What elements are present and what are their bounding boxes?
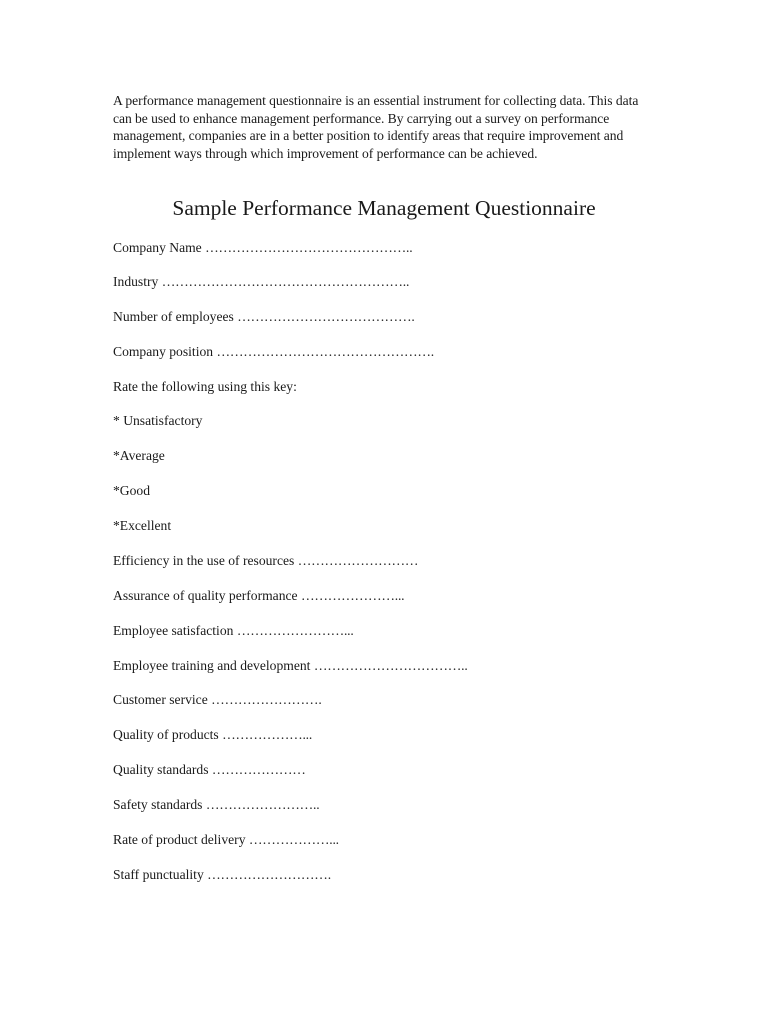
fill-in-leader: ………………... <box>222 727 313 742</box>
rating-option: * Unsatisfactory <box>113 413 203 428</box>
industry-line <box>113 273 409 291</box>
fill-in-leader: …………………….. <box>205 797 320 812</box>
rating-key-average <box>113 447 165 465</box>
rating-option: *Average <box>113 448 165 463</box>
field-label: Safety standards <box>113 797 203 812</box>
field-label: Quality standards <box>113 762 209 777</box>
fill-in-leader: ………………………. <box>207 867 331 882</box>
field-label: Industry <box>113 274 159 289</box>
fill-in-leader: …………………………………………. <box>216 344 434 359</box>
efficiency-line <box>113 552 418 570</box>
number-of-employees-line <box>113 308 415 326</box>
staff-punctuality-line <box>113 866 331 884</box>
training-development-line <box>113 657 468 675</box>
fill-in-leader: ……………………... <box>236 623 354 638</box>
employee-satisfaction-line <box>113 622 354 640</box>
fill-in-leader: …………………………………. <box>237 309 415 324</box>
field-label: Assurance of quality performance <box>113 588 298 603</box>
field-label: Customer service <box>113 692 208 707</box>
field-label: Employee training and development <box>113 658 311 673</box>
fill-in-leader: ……………………………………….. <box>205 240 413 255</box>
customer-service-line <box>113 691 322 709</box>
rating-key-unsatisfactory <box>113 412 202 430</box>
field-label: Efficiency in the use of resources <box>113 553 295 568</box>
rating-key-intro <box>113 378 297 396</box>
rating-option: *Good <box>113 483 151 498</box>
fill-in-leader: ……………………………………………….. <box>161 274 410 289</box>
intro-paragraph: A performance management questionnaire is an essential instrument for collecting data. This data can be used to enhance management performance. By carrying out a survey on performance management, companies are in a better position to identify areas that require improvement and implement ways through which improvement of performance can be achieved. <box>113 93 639 161</box>
rating-option: *Excellent <box>113 518 172 533</box>
rating-key-excellent <box>113 517 171 535</box>
field-label: Employee satisfaction <box>113 623 234 638</box>
field-label: Number of employees <box>113 309 234 324</box>
fill-in-leader: …………………... <box>300 588 405 603</box>
quality-standards-line <box>113 761 306 779</box>
field-label: Staff punctuality <box>113 867 204 882</box>
field-label: Company position <box>113 344 214 359</box>
company-position-line <box>113 343 434 361</box>
quality-assurance-line <box>113 587 404 605</box>
field-label: Rate of product delivery <box>113 832 246 847</box>
rating-key-good <box>113 482 150 500</box>
page-title: Sample Performance Management Questionnaire <box>172 196 596 220</box>
company-name-line <box>113 239 412 257</box>
fill-in-leader: ………………... <box>248 832 339 847</box>
fill-in-leader: ………………… <box>211 762 306 777</box>
safety-standards-line <box>113 796 319 814</box>
field-label: Company Name <box>113 240 202 255</box>
field-label: Rate the following using this key: <box>113 379 297 394</box>
field-label: Quality of products <box>113 727 219 742</box>
fill-in-leader: ……………………… <box>297 553 419 568</box>
product-delivery-line <box>113 831 339 849</box>
quality-of-products-line <box>113 726 312 744</box>
fill-in-leader: ……………………. <box>211 692 322 707</box>
fill-in-leader: …………………………….. <box>313 658 468 673</box>
